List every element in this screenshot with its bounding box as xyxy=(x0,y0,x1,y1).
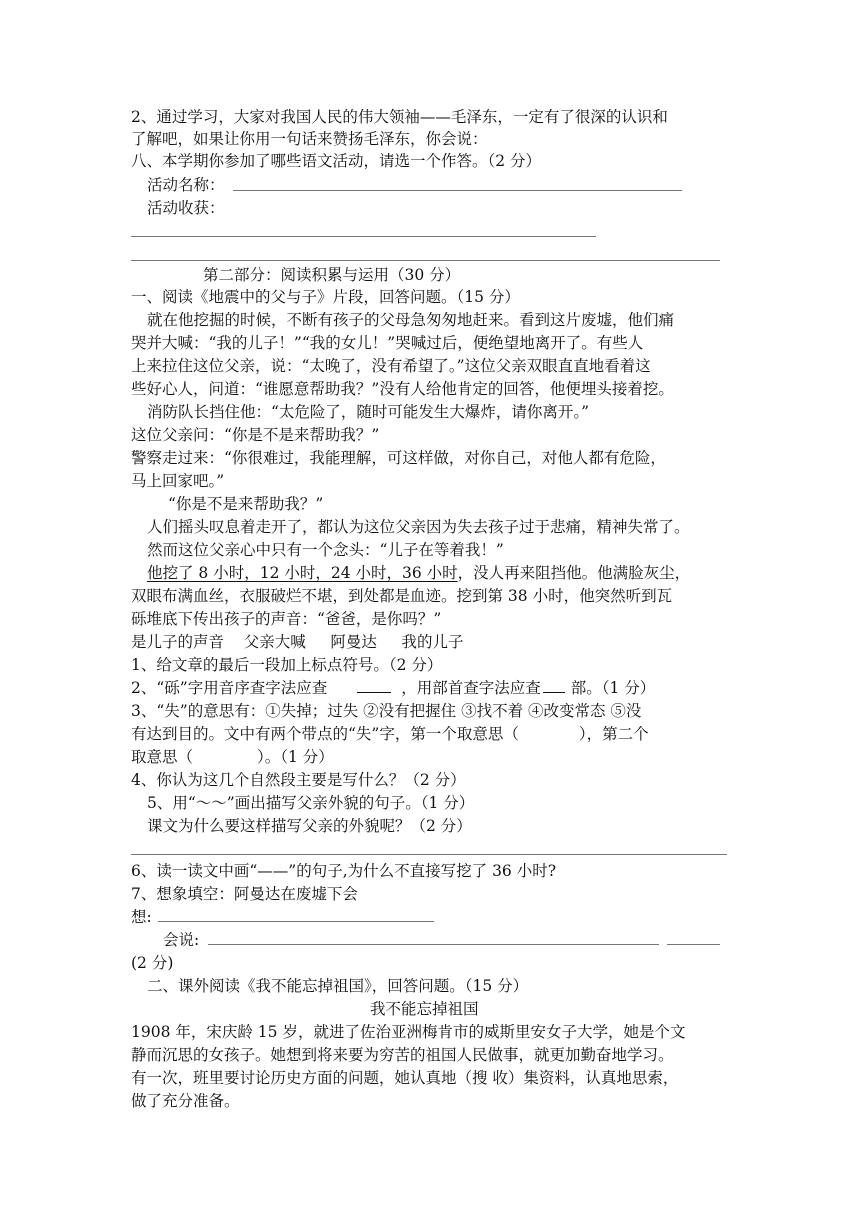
question-2-line-1: 2、通过学习，大家对我国人民的伟大领袖——毛泽东，一定有了很深的认识和 xyxy=(131,108,668,126)
activity-gain-label: 活动收获： xyxy=(147,199,225,217)
passage-line: 警察走过来：“你很难过，我能理解，可这样做，对你自己，对他人都有危险， xyxy=(131,449,666,467)
activity-gain-answer-line[interactable] xyxy=(131,236,596,237)
passage-line: 砾堆底下传出孩子的声音：“爸爸，是你吗？” xyxy=(131,610,442,628)
question-3-line-2 xyxy=(131,723,649,745)
passage-line xyxy=(147,562,690,584)
question-2-line-2: 了解吧，如果让你用一句话来赞扬毛泽东，你会说： xyxy=(131,130,488,148)
section-divider-line xyxy=(131,260,720,261)
article-line: 有一次，班里要讨论历史方面的问题，她认真地（搜 收）集资料，认真地思索， xyxy=(131,1069,679,1087)
reading-1-heading: 一、阅读《地震中的父与子》片段，回答问题。（15 分） xyxy=(131,288,520,306)
passage-line: 就在他挖掘的时候，不断有孩子的父母急匆匆地赶来。看到这片废墟，他们痛 xyxy=(147,311,675,329)
passage-line: 双眼布满血丝，衣服破烂不堪，到处都是血迹。挖到第 38 小时，他突然听到瓦 xyxy=(131,587,673,605)
question-text: 有达到目的。文中有两个带点的“失”字，第一个取意思（ xyxy=(131,725,519,743)
question-5-followup: 课文为什么要这样描写父亲的外貌呢？（2 分） xyxy=(147,817,472,835)
question-7: 7、想象填空：阿曼达在废墟下会 xyxy=(131,885,358,903)
article-line: 做了充分准备。 xyxy=(131,1092,240,1110)
question-text: ）。（1 分） xyxy=(257,748,334,766)
question-text: 部。（1 分） xyxy=(570,679,656,697)
answer-blank[interactable] xyxy=(543,678,565,693)
reading-2-heading: 二、课外阅读《我不能忘掉祖国》，回答问题。（15 分） xyxy=(147,977,529,995)
question-4: 4、你认为这几个自然段主要是写什么？（2 分） xyxy=(131,771,466,789)
question-5: 5、用“～～”画出描写父亲外貌的句子。（1 分） xyxy=(147,794,475,812)
question-2 xyxy=(131,677,655,699)
say-label: 会说: xyxy=(163,931,200,949)
answer-blank[interactable] xyxy=(357,678,391,693)
say-answer-line[interactable] xyxy=(208,944,659,945)
passage-line: 哭并大喊：“我的儿子！”“我的女儿！”哭喊过后，便绝望地离开了。有些人 xyxy=(131,334,644,352)
passage-line: 马上回家吧。” xyxy=(131,472,225,490)
say-answer-line[interactable] xyxy=(667,944,720,945)
question-text: ），第二个 xyxy=(578,725,649,743)
article-line: 1908 年，宋庆龄 15 岁，就进了佐治亚洲梅肯市的威斯里安女子大学，她是个文 xyxy=(131,1023,686,1041)
question-text: 取意思（ xyxy=(131,748,194,766)
question-1: 1、给文章的最后一段加上标点符号。（2 分） xyxy=(131,656,443,674)
passage-line: 人们摇头叹息着走开了，都认为这位父亲因为失去孩子过于悲痛，精神失常了。 xyxy=(147,518,690,536)
underlined-sentence: 他挖了 8 小时，12 小时，24 小时，36 小时 xyxy=(147,564,458,582)
passage-line: 上来拉住这位父亲，说：“太晚了，没有希望了。”这位父亲双眼直直地看着这 xyxy=(131,357,651,375)
question-3-line-3 xyxy=(131,746,334,768)
question-7-score: (2 分) xyxy=(131,954,174,972)
answer-line[interactable] xyxy=(131,854,727,855)
activity-name-answer-line[interactable] xyxy=(233,190,682,191)
question-text: ，用部首查字法应查 xyxy=(401,679,541,697)
article-title: 我不能忘掉祖国 xyxy=(370,1000,479,1018)
passage-text: ，没人再来阻挡他。他满脸灰尘， xyxy=(457,564,691,582)
think-answer-line[interactable] xyxy=(158,921,434,922)
section-8-heading: 八、本学期你参加了哪些语文活动，请选一个作答。（2 分） xyxy=(131,152,542,170)
passage-line: 然而这位父亲心中只有一个念头：“儿子在等着我！” xyxy=(147,541,504,559)
question-3-line-1: 3、“失”的意思有：①失掉；过失 ②没有把握住 ③找不着 ④改变常态 ⑤没 xyxy=(131,702,642,720)
part-2-heading: 第二部分：阅读积累与运用（30 分） xyxy=(203,266,461,284)
activity-name-label: 活动名称： xyxy=(147,176,225,194)
question-6: 6、读一读文中画“——”的句子,为什么不直接写挖了 36 小时? xyxy=(131,862,557,880)
passage-last-paragraph: 是儿子的声音 父亲大喊 阿曼达 我的儿子 xyxy=(131,633,464,651)
article-line: 静而沉思的女孩子。她想到将来要为穷苦的祖国人民做事，就更加勤奋地学习。 xyxy=(131,1046,674,1064)
passage-line: 些好心人，问道：“谁愿意帮助我？”没有人给他肯定的回答，他便埋头接着挖。 xyxy=(131,380,674,398)
passage-line: “你是不是来帮助我？” xyxy=(168,495,324,513)
passage-line: 这位父亲问：“你是不是来帮助我？” xyxy=(131,426,380,444)
passage-line: 消防队长挡住他：“太危险了，随时可能发生大爆炸，请你离开。” xyxy=(147,403,590,421)
think-label: 想: xyxy=(131,908,152,926)
question-text: 2、“砾”字用音序查字法应查 xyxy=(131,679,328,697)
